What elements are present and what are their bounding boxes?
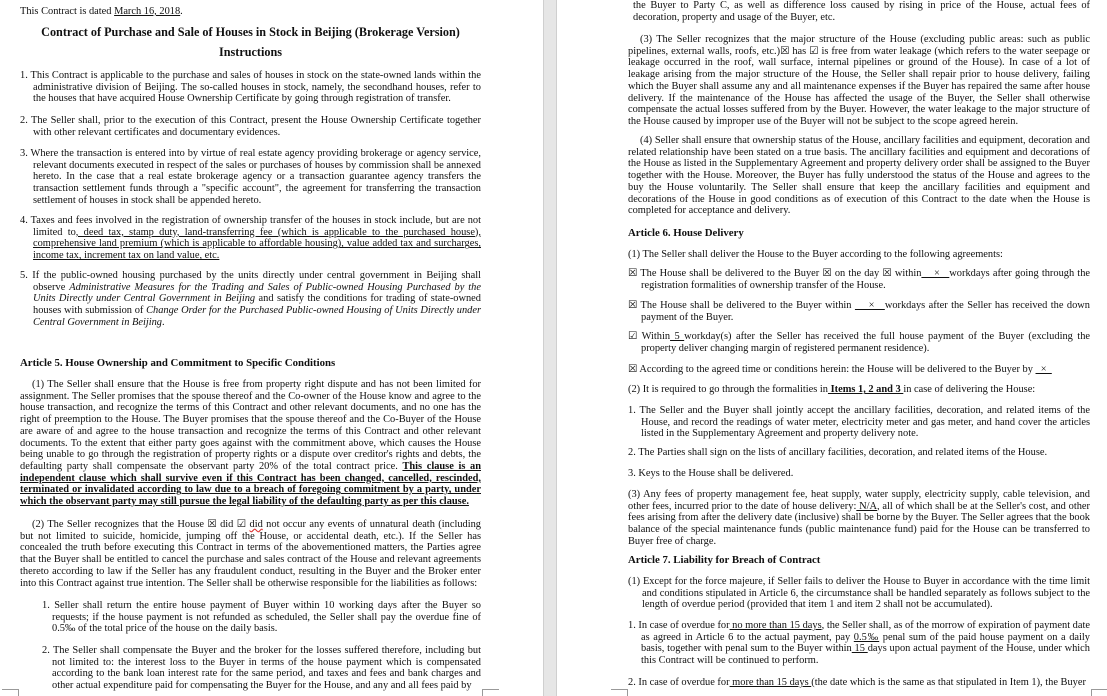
option-3-text-2: workday(s) after the Seller has received the full house payment of the Buyer (excluding the property deliver changing margin of registered permanent residence).: [641, 331, 1091, 354]
instruction-item-3: 3. Where the transaction is entered into by virtue of real estate agency providing brokerage or agency service, relevant documents executed in respect of the sales or purchases of houses by commission shall be annexed hereto. In the case that a real estate brokerage agency or a transaction guarantee agency transfers the transaction settlement funds through a "specific account", the agreement for transferring the transaction settlement of houses in stock shall be appended hereto.: [20, 148, 481, 206]
option-1-blank: ×: [921, 268, 950, 279]
article-5-clause-4: (4) Seller shall ensure that ownership status of the House, ancillary facilities and equipment, decoration and related relationship have been stated on a true basis. The ancillary facilities and equipment and decorations of the House as listed in the Supplementary Agreement and property delivery order shall be assigned to the Buyer together with the House. Moreover, the Buyer has fully understood the status of the House and agrees to the buy the House voluntarily. The Seller shall ensure that keep the ancillary facilities and equipment and decorations of the House in good conditions as of execution of this Contract to the date when the House is completed for acceptance and delivery.: [628, 135, 1090, 217]
page-corner-mark: [611, 689, 628, 696]
item5-end: .: [162, 316, 165, 328]
article-5-clause-3: (3) The Seller recognizes that the major structure of the House (excluding public areas: such as public pipelines, external walls, roofs, etc.)☒ has ☑ is free from water leakage (which refers to the water seepage or leakage occurred in the roof, wall surface, internal pipelines or ground of the House). In case of a lot of leakage arising from the major structure of the House, the Seller shall repair prior to house delivery, failing which the Buyer shall assume any and all maintenance expenses if the Buyer has repaired the same after house delivery. If the maintenance of the House has affected the usage of the Buyer, the Seller shall otherwise compensate the actual losses suffered from by the Buyer. However, the water leakage to the major structure of the House caused by improper use of the Buyer will not be subject to the scope agreed herein.: [628, 34, 1090, 127]
delivery-formality-3: 3. Keys to the House shall be delivered.: [628, 468, 794, 479]
item-2-text: 2. In case of overdue for: [628, 677, 730, 688]
clause-1-independent-clause: This clause is an independent clause which shall survive even if this Contract has been changed, cancelled, rescinded, terminated or invalidated according to law due to a breach of foregoing commitment by a party, under which the observant party may still pursue the legal liability of the defaulting party as per this clause.: [20, 460, 481, 508]
date-end: .: [180, 6, 183, 17]
item-2-text-2: (the date which is the same as that stipulated in Item 1), the Buyer: [811, 677, 1086, 688]
option-4-text: ☒ According to the agreed time or conditions herein: the House will be delivered to the Buyer by: [628, 364, 1036, 375]
item-2-period: more than 15 days: [729, 677, 812, 688]
article-5-liability-2: 2. The Seller shall compensate the Buyer and the broker for the losses suffered therefore, including but not limited to: the interest loss to the Buyer in terms of the house payment which is compensated according to the bank loan interest rate for the same period, and taxes and fees and bank charges and other actual expenditure paid for compensating the Buyer for the House, and any and all fees paid by: [42, 645, 481, 692]
item-1-text-2: , the Seller shall, as of the morrow of expiration of payment date as agreed in Article 6 to the actual payment, pay: [641, 620, 1090, 643]
item5-measures-title: Administrative Measures for the Trading and Sales of Public-owned Housing Purchased by the Units Directly under Central Government in Beijing: [33, 281, 481, 305]
article-7-heading: Article 7. Liability for Breach of Contract: [628, 554, 821, 566]
document-page-right: [557, 0, 1107, 696]
item5-text: 5. If the public-owned housing purchased by the units directly under central government in Beijing shall observe: [20, 270, 481, 293]
clause-3-text: (3) Any fees of property management fee, heat supply, water supply, electricity supply, cable television, and other fees, incurred prior to the date of house delivery:: [628, 489, 1090, 512]
article-6-clause-2: [628, 384, 1090, 396]
item4-text: 4. Taxes and fees involved in the registration of ownership transfer of the houses in stock include, but are not limited to: [20, 215, 481, 238]
instruction-item-2: 2. The Seller shall, prior to the execution of this Contract, present the House Ownership Certificate together with other relevant certificates and documentary evidences.: [20, 115, 481, 138]
page-corner-mark: [1091, 689, 1107, 696]
option-3-workdays: 5: [670, 331, 685, 342]
page-corner-mark: [482, 689, 499, 696]
clause-2-text: (2) It is required to go through the formalities in: [628, 384, 828, 395]
instruction-item-5: [20, 270, 481, 329]
clause-2-text: (2) The Seller recognizes that the House ☒ did ☑: [32, 519, 250, 530]
article-5-liability-1: 1. Seller shall return the entire house payment of Buyer within 10 working days after the Buyer so requests; if the house payment is not refunded as scheduled, the Seller shall pay the overdue fine of 0.5‰ of the total price of the house on the daily basis.: [42, 600, 481, 635]
item-1-period: no more than 15 days: [729, 620, 822, 631]
item-1-days: 15: [851, 643, 868, 655]
document-title: Contract of Purchase and Sale of Houses in Stock in Beijing (Brokerage Version): [41, 25, 460, 39]
spelling-flag: did: [249, 519, 263, 530]
option-3-text: ☑ Within: [628, 331, 671, 342]
article-7-clause-1: (1) Except for the force majeure, if Seller fails to deliver the House to Buyer in accordance with the time limit and conditions stipulated in Article 6, the circumstance shall be handled separately as follows subject to the length of overdue period (provided that item 1 and item 2 shall not be accumulated).: [628, 576, 1090, 611]
option-1-text: ☒ The House shall be delivered to the Buyer ☒ on the day ☒ within: [628, 268, 922, 279]
delivery-option-1[interactable]: [628, 268, 1090, 291]
option-2-text: ☒ The House shall be delivered to the Buyer within: [628, 300, 855, 311]
instruction-item-1: 1. This Contract is applicable to the purchase and sales of houses in stock on the state-owned lands within the administrative division of Beijing. The so-called houses in stock, namely, the secondhand houses, refer to the houses that have acquired House Ownership Certificate by going through registration of transfer.: [20, 70, 481, 105]
item5-text-2: and satisfy the conditions for trading of state-owned houses with submission of: [33, 293, 481, 317]
delivery-option-2[interactable]: [628, 300, 1090, 323]
clause-2-items: Items 1, 2 and 3: [827, 384, 904, 395]
item-1-text-3: penal sum of the paid house payment on a daily basis, together with penal sum to the Buyer within: [641, 631, 1090, 655]
document-page-left: [0, 0, 543, 696]
option-4-blank: ×: [1035, 364, 1052, 375]
overdue-item-2: [628, 677, 1090, 689]
instruction-item-4: [20, 215, 481, 262]
article-6-clause-1: (1) The Seller shall deliver the House to the Buyer according to the following agreements:: [628, 249, 1003, 260]
instructions-heading: Instructions: [219, 45, 282, 59]
clause-2-text-2: not occur any events of unnatural death (including but not limited to suicide, homicide, jumping off the House, or accidental death, etc.). If the Seller has concealed the truth before executing this Contract in terms of the abovementioned matters, the Parties agree that the Buyer shall be entitled to cancel the purchase and sales contract of the House and relevant agreements thereto according to law if the Seller has any fraudulent conduct, resulting in the Buyer and the Broker enter into this Contract against true intention. The Seller shall be otherwise responsible for the liabilities as follows:: [20, 519, 481, 589]
contract-date-line: [20, 6, 320, 18]
delivery-option-4[interactable]: [628, 364, 1090, 376]
option-1-text-2: workdays after going through the registration formalities of ownership transfer of the House.: [641, 268, 1090, 291]
article-5-heading: Article 5. House Ownership and Commitment to Specific Conditions: [20, 357, 336, 369]
article-5-clause-1: [20, 379, 481, 508]
page-gutter: [543, 0, 557, 696]
clause-1-text: (1) The Seller shall ensure that the House is free from property right dispute and has not been limited for assignment. The Seller promises that the spouse thereof and the Co-owner of the House know and agree to the house transaction, and recognize the terms of this Contract and other relevant documents, and no one has the right of preemption to the House. The Buyer promises that the spouse thereof and the Co-Buyer of the House are aware of and agree to the house transaction and recognize the terms of this Contract and other relevant documents. To the extent that either party goes against with the commitment above, which causes the House being unable to go through the registration of property rights or a dispute over creditor's rights and debts, the defaulting party shall compensate the observant party 20% of the total contract price.: [20, 379, 481, 472]
contract-date: March 16, 2018: [114, 6, 181, 17]
overdue-item-1: [628, 620, 1090, 667]
item4-taxes: , deed tax, stamp duty, land-transferring fee (which is applicable to the purchased house), comprehensive land premium (which is applicable to affordable housing), value added tax and surcharges, income tax, increment tax on land value, etc.: [33, 226, 481, 262]
date-label: This Contract is dated: [20, 6, 115, 17]
article-5-clause-2: [20, 519, 481, 589]
article-6-clause-3: [628, 489, 1090, 548]
page-corner-mark: [2, 689, 19, 696]
delivery-option-3[interactable]: [628, 331, 1090, 354]
clause-3-text-2: , all of which shall be at the Seller's cost, and other fees arising from after the delivery date (inclusive) shall be borne by the Buyer. The Seller agrees that the book balance of the special maintenance funds (public maintenance fund) paid for the House can be transferred to Buyer free of charge.: [628, 500, 1090, 547]
item-1-text: 1. In case of overdue for: [628, 620, 730, 631]
option-2-blank: ×: [854, 300, 885, 311]
delivery-formality-2: 2. The Parties shall sign on the lists of ancillary facilities, decoration, and related items of the House.: [628, 447, 1048, 458]
option-2-text-2: workdays after the Seller has received the down payment of the Buyer.: [641, 300, 1090, 323]
item-1-penalty-rate: 0.5‰: [853, 631, 880, 643]
item5-change-order-title: Change Order for the Purchased Public-owned Housing of Units Directly under Central Government in Beijing: [33, 305, 481, 328]
clause-2-text-2: in case of delivering the House:: [903, 384, 1036, 395]
item-1-text-4: days upon actual payment of the House, under which this Contract will be continued to perform.: [641, 643, 1090, 667]
liability-2-continuation: the Buyer to Party C, as well as difference loss caused by rising in price of the House, actual fees of decoration, property and usage of the Buyer, etc.: [633, 0, 1090, 23]
clause-3-fees: N/A: [856, 500, 878, 512]
article-6-heading: Article 6. House Delivery: [628, 227, 744, 239]
delivery-formality-1: 1. The Seller and the Buyer shall jointly accept the ancillary facilities, decoration, and related items of the House, and record the readings of water meter, electricity meter and gas meter, and hand cover the articles listed in the Supplementary Agreement and property delivery note.: [628, 405, 1090, 440]
